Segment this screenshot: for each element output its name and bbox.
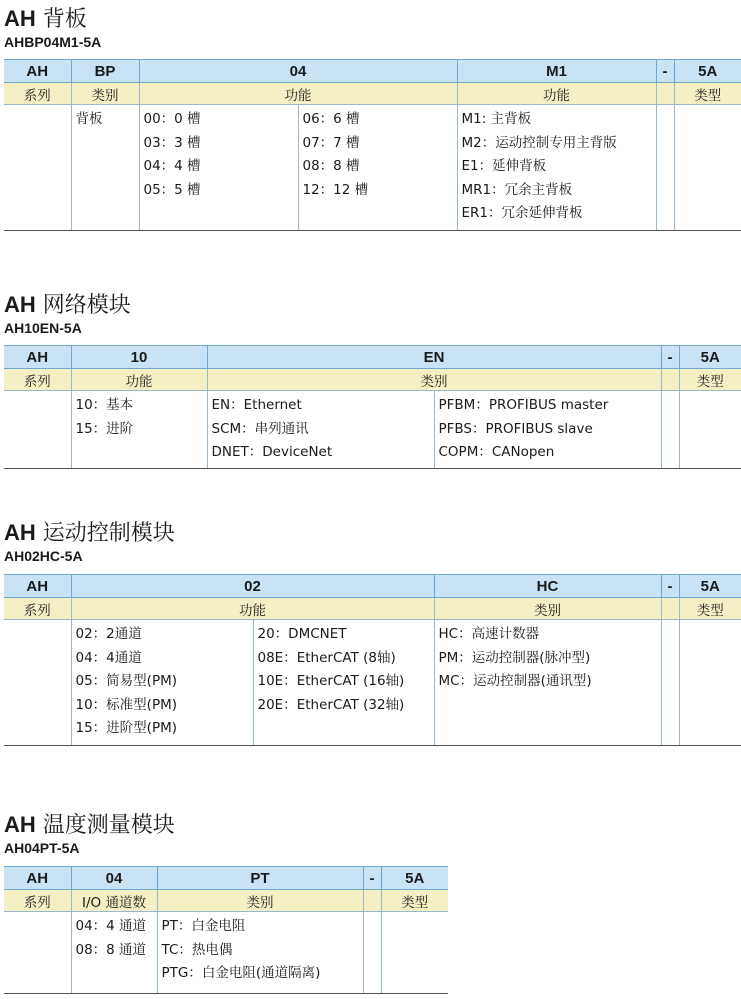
sub-series: 系列 xyxy=(4,83,71,105)
body-dash xyxy=(661,391,679,469)
header-function2: M1 xyxy=(457,60,656,83)
model-code-motion: AH02HC-5A xyxy=(4,548,83,564)
sub-function2: 功能 xyxy=(457,83,656,105)
body-slots-a xyxy=(139,105,298,231)
list-item: EN：Ethernet xyxy=(211,397,302,413)
list-item: PTG：白金电阻(通道隔离) xyxy=(161,965,321,981)
body-function2 xyxy=(457,105,656,231)
list-item: 00：0 槽 xyxy=(143,111,201,127)
sub-dash xyxy=(661,598,679,620)
header-type: 5A xyxy=(679,575,741,598)
list-item: 04：4通道 xyxy=(75,649,142,666)
list-item: PM：运动控制器(脉冲型) xyxy=(438,649,591,666)
sub-series: 系列 xyxy=(4,890,71,912)
title-prefix: AH xyxy=(4,812,36,837)
list-item: 08：8 通道 xyxy=(75,941,147,958)
sub-series: 系列 xyxy=(4,369,71,391)
list-item: 05：简易型(PM) xyxy=(75,673,178,689)
list-item: ER1：冗余延伸背板 xyxy=(461,205,583,221)
section-title-network xyxy=(4,288,131,319)
list-item: M1: 主背板 xyxy=(461,111,532,127)
body-category-a xyxy=(207,391,434,469)
body-function-b xyxy=(253,620,434,746)
list-item: 10E：EtherCAT (16轴) xyxy=(257,673,405,689)
sub-series: 系列 xyxy=(4,598,71,620)
body-function-a xyxy=(71,620,253,746)
title-text: 背板 xyxy=(42,7,87,32)
header-dash: - xyxy=(656,60,674,83)
body-series xyxy=(4,105,71,231)
list-item: MC：运动控制器(通讯型) xyxy=(438,673,592,689)
list-item: PFBM：PROFIBUS master xyxy=(438,397,609,413)
body-type xyxy=(674,105,741,231)
sub-function: 功能 xyxy=(71,598,434,620)
list-item: 20：DMCNET xyxy=(257,626,347,642)
header-category: EN xyxy=(207,346,661,369)
list-item: SCM：串列通讯 xyxy=(211,420,309,437)
title-text: 运动控制模块 xyxy=(42,521,175,546)
header-function: 02 xyxy=(71,575,434,598)
list-item: 15：进阶 xyxy=(75,420,134,437)
list-item: 05：5 槽 xyxy=(143,181,201,198)
spec-table-temperature xyxy=(4,866,448,994)
list-item: DNET：DeviceNet xyxy=(211,444,333,460)
header-function: 10 xyxy=(71,346,207,369)
sub-dash xyxy=(661,369,679,391)
spec-table-motion xyxy=(4,574,741,746)
sub-function: 功能 xyxy=(71,369,207,391)
list-item: 15：进阶型(PM) xyxy=(75,720,178,736)
list-item: 10：基本 xyxy=(75,397,134,413)
header-dash: - xyxy=(363,867,381,890)
sub-category: 类别 xyxy=(207,369,661,391)
body-dash xyxy=(656,105,674,231)
header-type: 5A xyxy=(679,346,741,369)
header-dash: - xyxy=(661,346,679,369)
spec-table-backplane xyxy=(4,59,741,231)
body-dash xyxy=(363,912,381,994)
header-function: 04 xyxy=(139,60,457,83)
header-category: BP xyxy=(71,60,139,83)
model-code-temperature: AH04PT-5A xyxy=(4,840,80,856)
body-function xyxy=(71,391,207,469)
title-prefix: AH xyxy=(4,6,36,31)
header-series: AH xyxy=(4,867,71,890)
header-type: 5A xyxy=(381,867,448,890)
body-category xyxy=(71,105,139,231)
sub-io: I/O 通道数 xyxy=(71,890,157,912)
section-title-motion xyxy=(4,516,175,547)
list-item: TC：热电偶 xyxy=(161,941,233,958)
list-item: 03：3 槽 xyxy=(143,134,201,151)
list-item: 07：7 槽 xyxy=(302,134,360,151)
list-item: 20E：EtherCAT (32轴) xyxy=(257,696,405,713)
body-category xyxy=(434,620,661,746)
sub-type: 类型 xyxy=(679,598,741,620)
list-item: MR1：冗余主背板 xyxy=(461,181,573,198)
body-series xyxy=(4,620,71,746)
header-type: 5A xyxy=(674,60,741,83)
body-type xyxy=(381,912,448,994)
body-category-b xyxy=(434,391,661,469)
list-item: 背板 xyxy=(75,111,103,127)
sub-dash xyxy=(656,83,674,105)
body-slots-b xyxy=(298,105,457,231)
title-text: 网络模块 xyxy=(42,293,131,318)
header-io: 04 xyxy=(71,867,157,890)
sub-dash xyxy=(363,890,381,912)
header-series: AH xyxy=(4,60,71,83)
title-prefix: AH xyxy=(4,292,36,317)
list-item: COPM：CANopen xyxy=(438,444,555,460)
section-title-temperature xyxy=(4,808,175,839)
body-dash xyxy=(661,620,679,746)
body-type xyxy=(679,620,741,746)
header-category: PT xyxy=(157,867,363,890)
list-item: PT：白金电阻 xyxy=(161,918,246,934)
sub-type: 类型 xyxy=(679,369,741,391)
sub-type: 类型 xyxy=(674,83,741,105)
section-title-backplane xyxy=(4,2,87,33)
body-series xyxy=(4,391,71,469)
list-item: 12：12 槽 xyxy=(302,181,369,198)
header-dash: - xyxy=(661,575,679,598)
list-item: HC：高速计数器 xyxy=(438,626,540,642)
sub-category: 类别 xyxy=(434,598,661,620)
header-category: HC xyxy=(434,575,661,598)
list-item: 08：8 槽 xyxy=(302,158,360,174)
list-item: 04：4 通道 xyxy=(75,918,147,934)
list-item: E1：延伸背板 xyxy=(461,158,547,174)
body-type xyxy=(679,391,741,469)
sub-category: 类别 xyxy=(157,890,363,912)
list-item: M2：运动控制专用主背版 xyxy=(461,134,617,151)
list-item: 10：标准型(PM) xyxy=(75,696,178,713)
sub-function: 功能 xyxy=(139,83,457,105)
body-series xyxy=(4,912,71,994)
list-item: PFBS：PROFIBUS slave xyxy=(438,420,593,437)
model-code-backplane: AHBP04M1-5A xyxy=(4,34,102,50)
list-item: 04：4 槽 xyxy=(143,158,201,174)
title-text: 温度测量模块 xyxy=(42,813,175,838)
header-series: AH xyxy=(4,575,71,598)
sub-type: 类型 xyxy=(381,890,448,912)
title-prefix: AH xyxy=(4,520,36,545)
list-item: 08E：EtherCAT (8轴) xyxy=(257,649,396,666)
sub-category: 类别 xyxy=(71,83,139,105)
list-item: 02：2通道 xyxy=(75,626,142,642)
header-series: AH xyxy=(4,346,71,369)
list-item: 06：6 槽 xyxy=(302,111,360,127)
body-io xyxy=(71,912,157,994)
body-category xyxy=(157,912,363,994)
model-code-network: AH10EN-5A xyxy=(4,320,82,336)
spec-table-network xyxy=(4,345,741,469)
